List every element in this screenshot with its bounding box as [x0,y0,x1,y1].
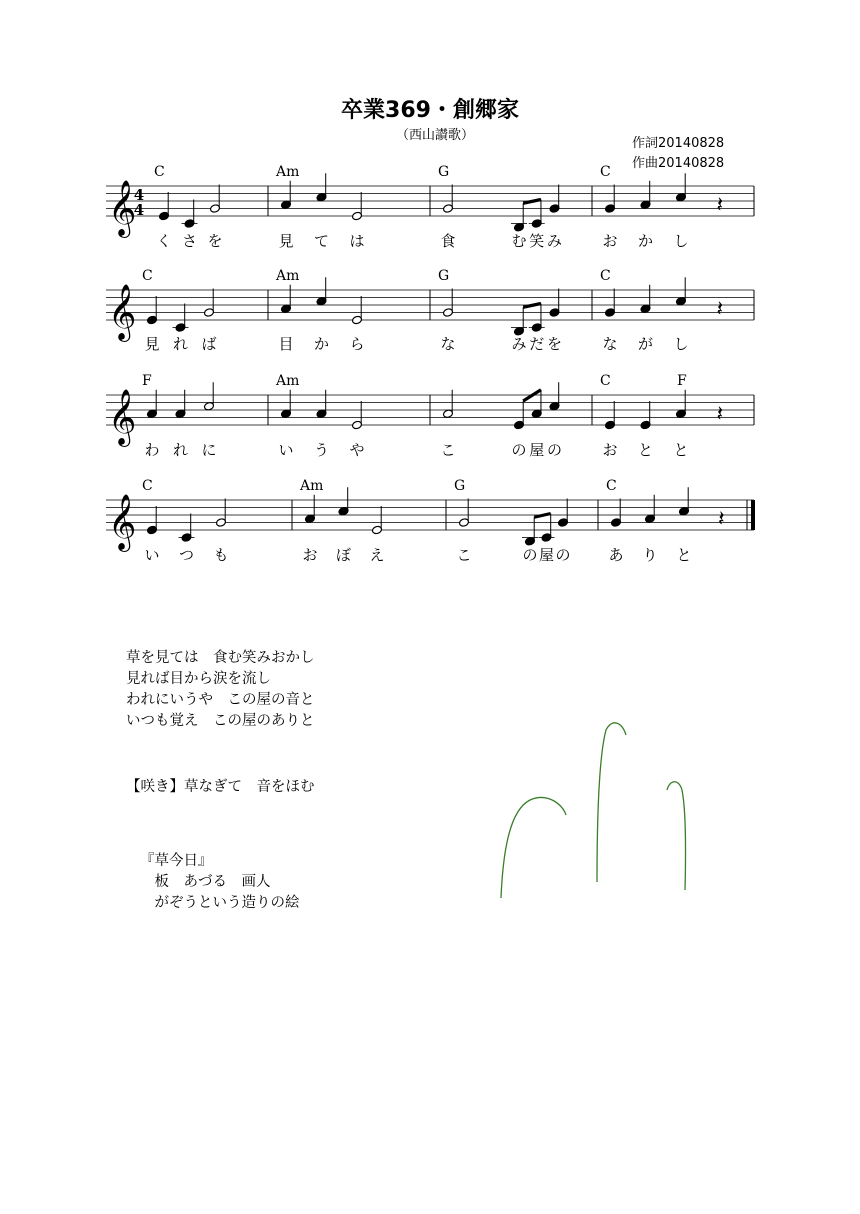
saki-line: 【咲き】草なぎて 音をほむ [126,779,315,795]
lyric-syllable: な [440,335,456,353]
lyric-syllable: ら [349,335,365,353]
final-barline [751,500,755,530]
staff-system [106,382,754,447]
chord-symbol: C [154,164,165,180]
lyric-syllable: れ [172,441,189,459]
chord-symbol: C [142,268,153,284]
lyric-syllable: も [213,546,229,564]
chord-symbol: G [438,268,450,284]
lyric-syllable: み [511,335,527,353]
eighth-beam [523,304,541,308]
chord-symbol: F [142,373,152,389]
lyric-syllable: て [313,232,330,250]
lyric-syllable: つ [178,546,195,564]
quarter-rest: 𝄽 [718,507,725,532]
lyric-syllable: り [642,546,658,564]
lyric-syllable: は [349,232,365,250]
lyric-syllable: の [511,441,527,459]
eighth-beam [523,200,541,204]
chord-symbol: Am [300,478,324,494]
lyric-syllable: う [313,441,330,459]
lyricist-credit: 作詞20140828 [632,136,725,151]
lyrics-line: 草を見ては 食む笑みおかし [126,650,315,666]
lyric-syllable: わ [144,441,160,459]
caption-line: 板 あづる 画人 [140,874,271,890]
lyric-syllable: と [676,546,692,564]
staff-system [106,487,755,552]
quarter-rest: 𝄽 [716,297,724,322]
lyric-syllable: や [349,441,365,459]
lyric-syllable: か [637,232,654,250]
treble-clef: 𝄞 [108,494,137,550]
lyric-syllable: に [201,441,217,459]
lyric-syllable: く [156,232,172,250]
lyrics-line: われにいうや この屋の音と [126,692,315,708]
lyric-syllable: れ [172,335,189,353]
treble-clef: 𝄞 [108,389,137,445]
lyric-syllable: ば [201,335,217,353]
chord-symbol: C [600,268,611,284]
lyric-syllable: の [546,441,563,459]
lyric-syllable: の [555,546,571,564]
lyric-syllable: 目 [278,335,294,353]
lyric-syllable: お [302,546,318,564]
lyric-syllable: 見 [144,335,160,353]
lyric-syllable: こ [456,546,472,564]
lyric-syllable: を [546,335,563,353]
lyrics-line: いつも覚え この屋のありと [126,713,315,729]
lyric-syllable: こ [440,441,456,459]
chord-symbol: C [142,478,153,494]
chord-symbol: Am [276,268,300,284]
lyric-syllable: だ [529,335,545,353]
treble-clef: 𝄞 [108,180,137,236]
lyrics-line: 見れば目から涙を流し [126,671,271,687]
lyric-syllable: し [673,232,689,250]
page-title: 卒業369・創郷家 [341,98,519,123]
time-signature-top: 4 [133,186,145,204]
lyric-syllable: な [602,335,618,353]
lyric-syllable: お [602,232,618,250]
lyric-syllable: い [278,441,294,459]
caption-title: 『草今日』 [140,853,213,869]
grass-blade [501,798,566,898]
lyric-syllable: と [637,441,654,459]
lyric-syllable: さ [181,232,198,250]
lyric-syllable: 食 [440,232,456,250]
lyric-syllable: を [207,232,223,250]
lyric-syllable: む [511,232,527,250]
lyric-syllable: と [673,441,689,459]
chord-symbol: C [600,373,611,389]
lyric-syllable: 屋 [538,546,555,564]
grass-blade [667,782,686,890]
lyric-syllable: し [673,335,689,353]
chord-symbol: Am [276,164,300,180]
eighth-beam [534,514,551,518]
chord-symbol: G [438,164,450,180]
quarter-rest: 𝄽 [716,402,724,427]
lyric-syllable: あ [608,546,624,564]
page-subtitle: （西山讃歌） [396,128,475,143]
lyric-syllable: お [602,441,618,459]
lyric-syllable: ぼ [335,546,352,564]
chord-symbol: F [677,373,687,389]
chord-symbol: Am [276,373,300,389]
chord-symbol: C [600,164,611,180]
sheet-music-score [0,0,860,600]
lyric-syllable: 屋 [529,441,545,459]
lyric-syllable: 笑 [529,232,545,250]
caption-line: がぞうという造りの絵 [140,895,300,911]
staff-system [106,277,754,342]
time-signature-bottom: 4 [133,201,145,219]
picture-caption [140,851,300,914]
grass-blade [597,723,626,882]
lyric-syllable: が [637,335,654,353]
lyric-syllable: え [369,546,385,564]
lyric-syllable: か [313,335,330,353]
lyric-syllable: の [522,546,538,564]
composer-credit: 作曲20140828 [632,156,725,171]
lyric-syllable: み [546,232,563,250]
quarter-rest: 𝄽 [716,193,724,218]
lyric-syllable: 見 [278,232,294,250]
staff-system [106,173,754,238]
treble-clef: 𝄞 [108,284,137,340]
lyric-syllable: い [144,546,160,564]
chord-symbol: G [454,478,466,494]
lyrics-text-block [126,648,315,732]
chord-symbol: C [606,478,617,494]
